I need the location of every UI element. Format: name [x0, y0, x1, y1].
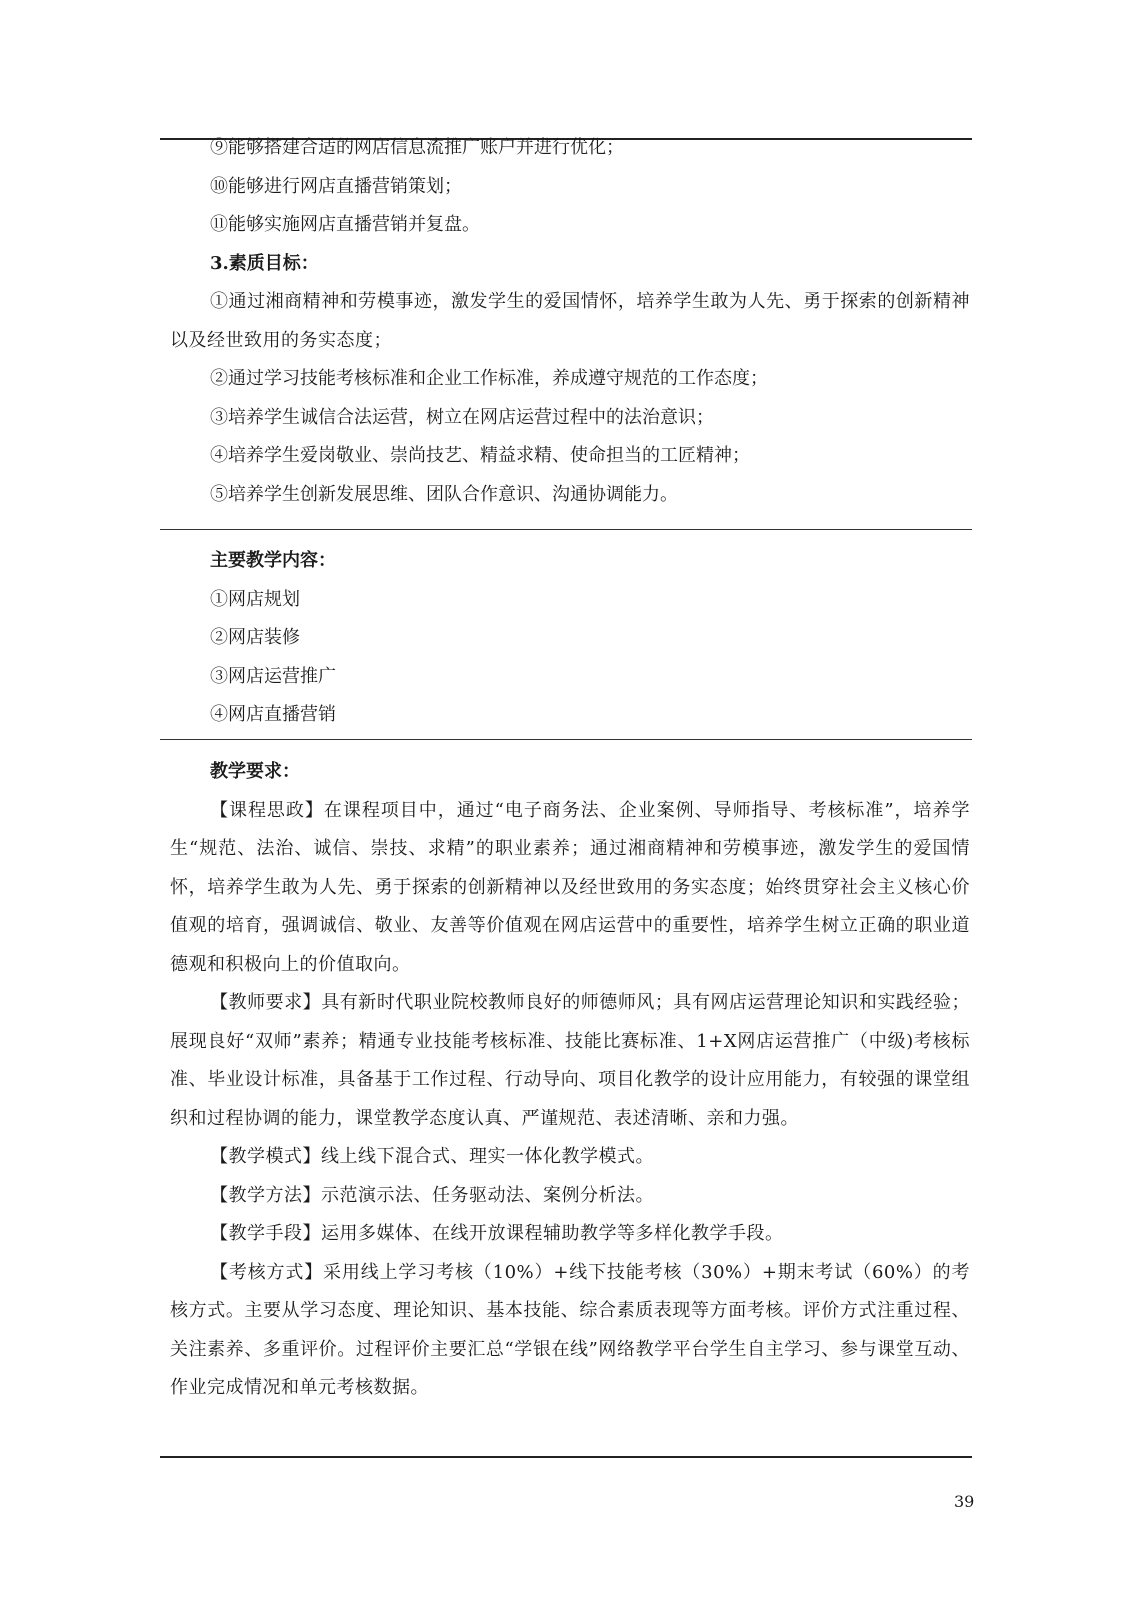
quality-goal-item: ③培养学生诚信合法运营，树立在网店运营过程中的法治意识； — [210, 406, 714, 428]
content-item: ④网店直播营销 — [210, 704, 336, 725]
quality-goal-item: ⑤培养学生创新发展思维、团队合作意识、沟通协调能力。 — [210, 483, 678, 505]
bottom-rule — [160, 1456, 972, 1458]
objectives-continued — [170, 129, 970, 514]
requirement-paragraph: 【教学手段】运用多媒体、在线开放课程辅助教学等多样化教学手段。 — [210, 1223, 784, 1244]
objective-item: ⑩能够进行网店直播营销策划； — [210, 175, 462, 197]
quality-goal-item: ④培养学生爱岗敬业、崇尚技艺、精益求精、使命担当的工匠精神； — [210, 445, 750, 466]
objective-item: ⑨能够搭建合适的网店信息流推广账户并进行优化； — [210, 137, 624, 158]
objective-item: ⑪能够实施网店直播营销并复盘。 — [210, 214, 480, 235]
quality-goals-heading: 3.素质目标： — [210, 252, 319, 274]
teaching-content-heading: 主要教学内容： — [210, 550, 336, 571]
quality-goal-item: ①通过湘商精神和劳模事迹，激发学生的爱国情怀，培养学生敢为人先、勇于探索的创新精神以及经世致用的务实态度； — [170, 291, 970, 351]
teaching-requirements-section — [170, 753, 970, 1408]
section-divider — [160, 529, 972, 530]
requirement-paragraph: 【考核方式】采用线上学习考核（10%）+线下技能考核（30%）+期末考试（60%）的考核方式。主要从学习态度、理论知识、基本技能、综合素质表现等方面考核。评价方式注重过程、关注素养、多重评价。过程评价主要汇总“学银在线”网络教学平台学生自主学习、参与课堂互动、作业完成情况和单元考核数据。 — [170, 1261, 970, 1398]
requirement-paragraph: 【教学方法】示范演示法、任务驱动法、案例分析法。 — [210, 1184, 654, 1206]
teaching-content-section — [170, 542, 970, 735]
requirement-paragraph: 【教师要求】具有新时代职业院校教师良好的师德师风；具有网店运营理论知识和实践经验；展现良好“双师”素养；精通专业技能考核标准、技能比赛标准、1+X网店运营推广（中级)考核标准、毕业设计标准，具备基于工作过程、行动导向、项目化教学的设计应用能力，有较强的课堂组织和过程协调的能力，课堂教学态度认真、严谨规范、表述清晰、亲和力强。 — [170, 992, 970, 1129]
section-divider — [160, 739, 972, 740]
page-number: 39 — [954, 1492, 975, 1511]
content-item: ③网店运营推广 — [210, 665, 336, 687]
content-item: ①网店规划 — [210, 588, 300, 610]
teaching-requirements-heading: 教学要求： — [210, 761, 300, 782]
content-item: ②网店装修 — [210, 627, 300, 648]
requirement-paragraph: 【课程思政】在课程项目中，通过“电子商务法、企业案例、导师指导、考核标准”，培养学生“规范、法治、诚信、崇技、求精”的职业素养；通过湘商精神和劳模事迹，激发学生的爱国情怀，培养学生敢为人先、勇于探索的创新精神以及经世致用的务实态度；始终贯穿社会主义核心价值观的培育，强调诚信、敬业、友善等价值观在网店运营中的重要性，培养学生树立正确的职业道德观和积极向上的价值取向。 — [170, 799, 970, 975]
quality-goal-item: ②通过学习技能考核标准和企业工作标准，养成遵守规范的工作态度； — [210, 368, 768, 389]
requirement-paragraph: 【教学模式】线上线下混合式、理实一体化教学模式。 — [210, 1146, 654, 1167]
